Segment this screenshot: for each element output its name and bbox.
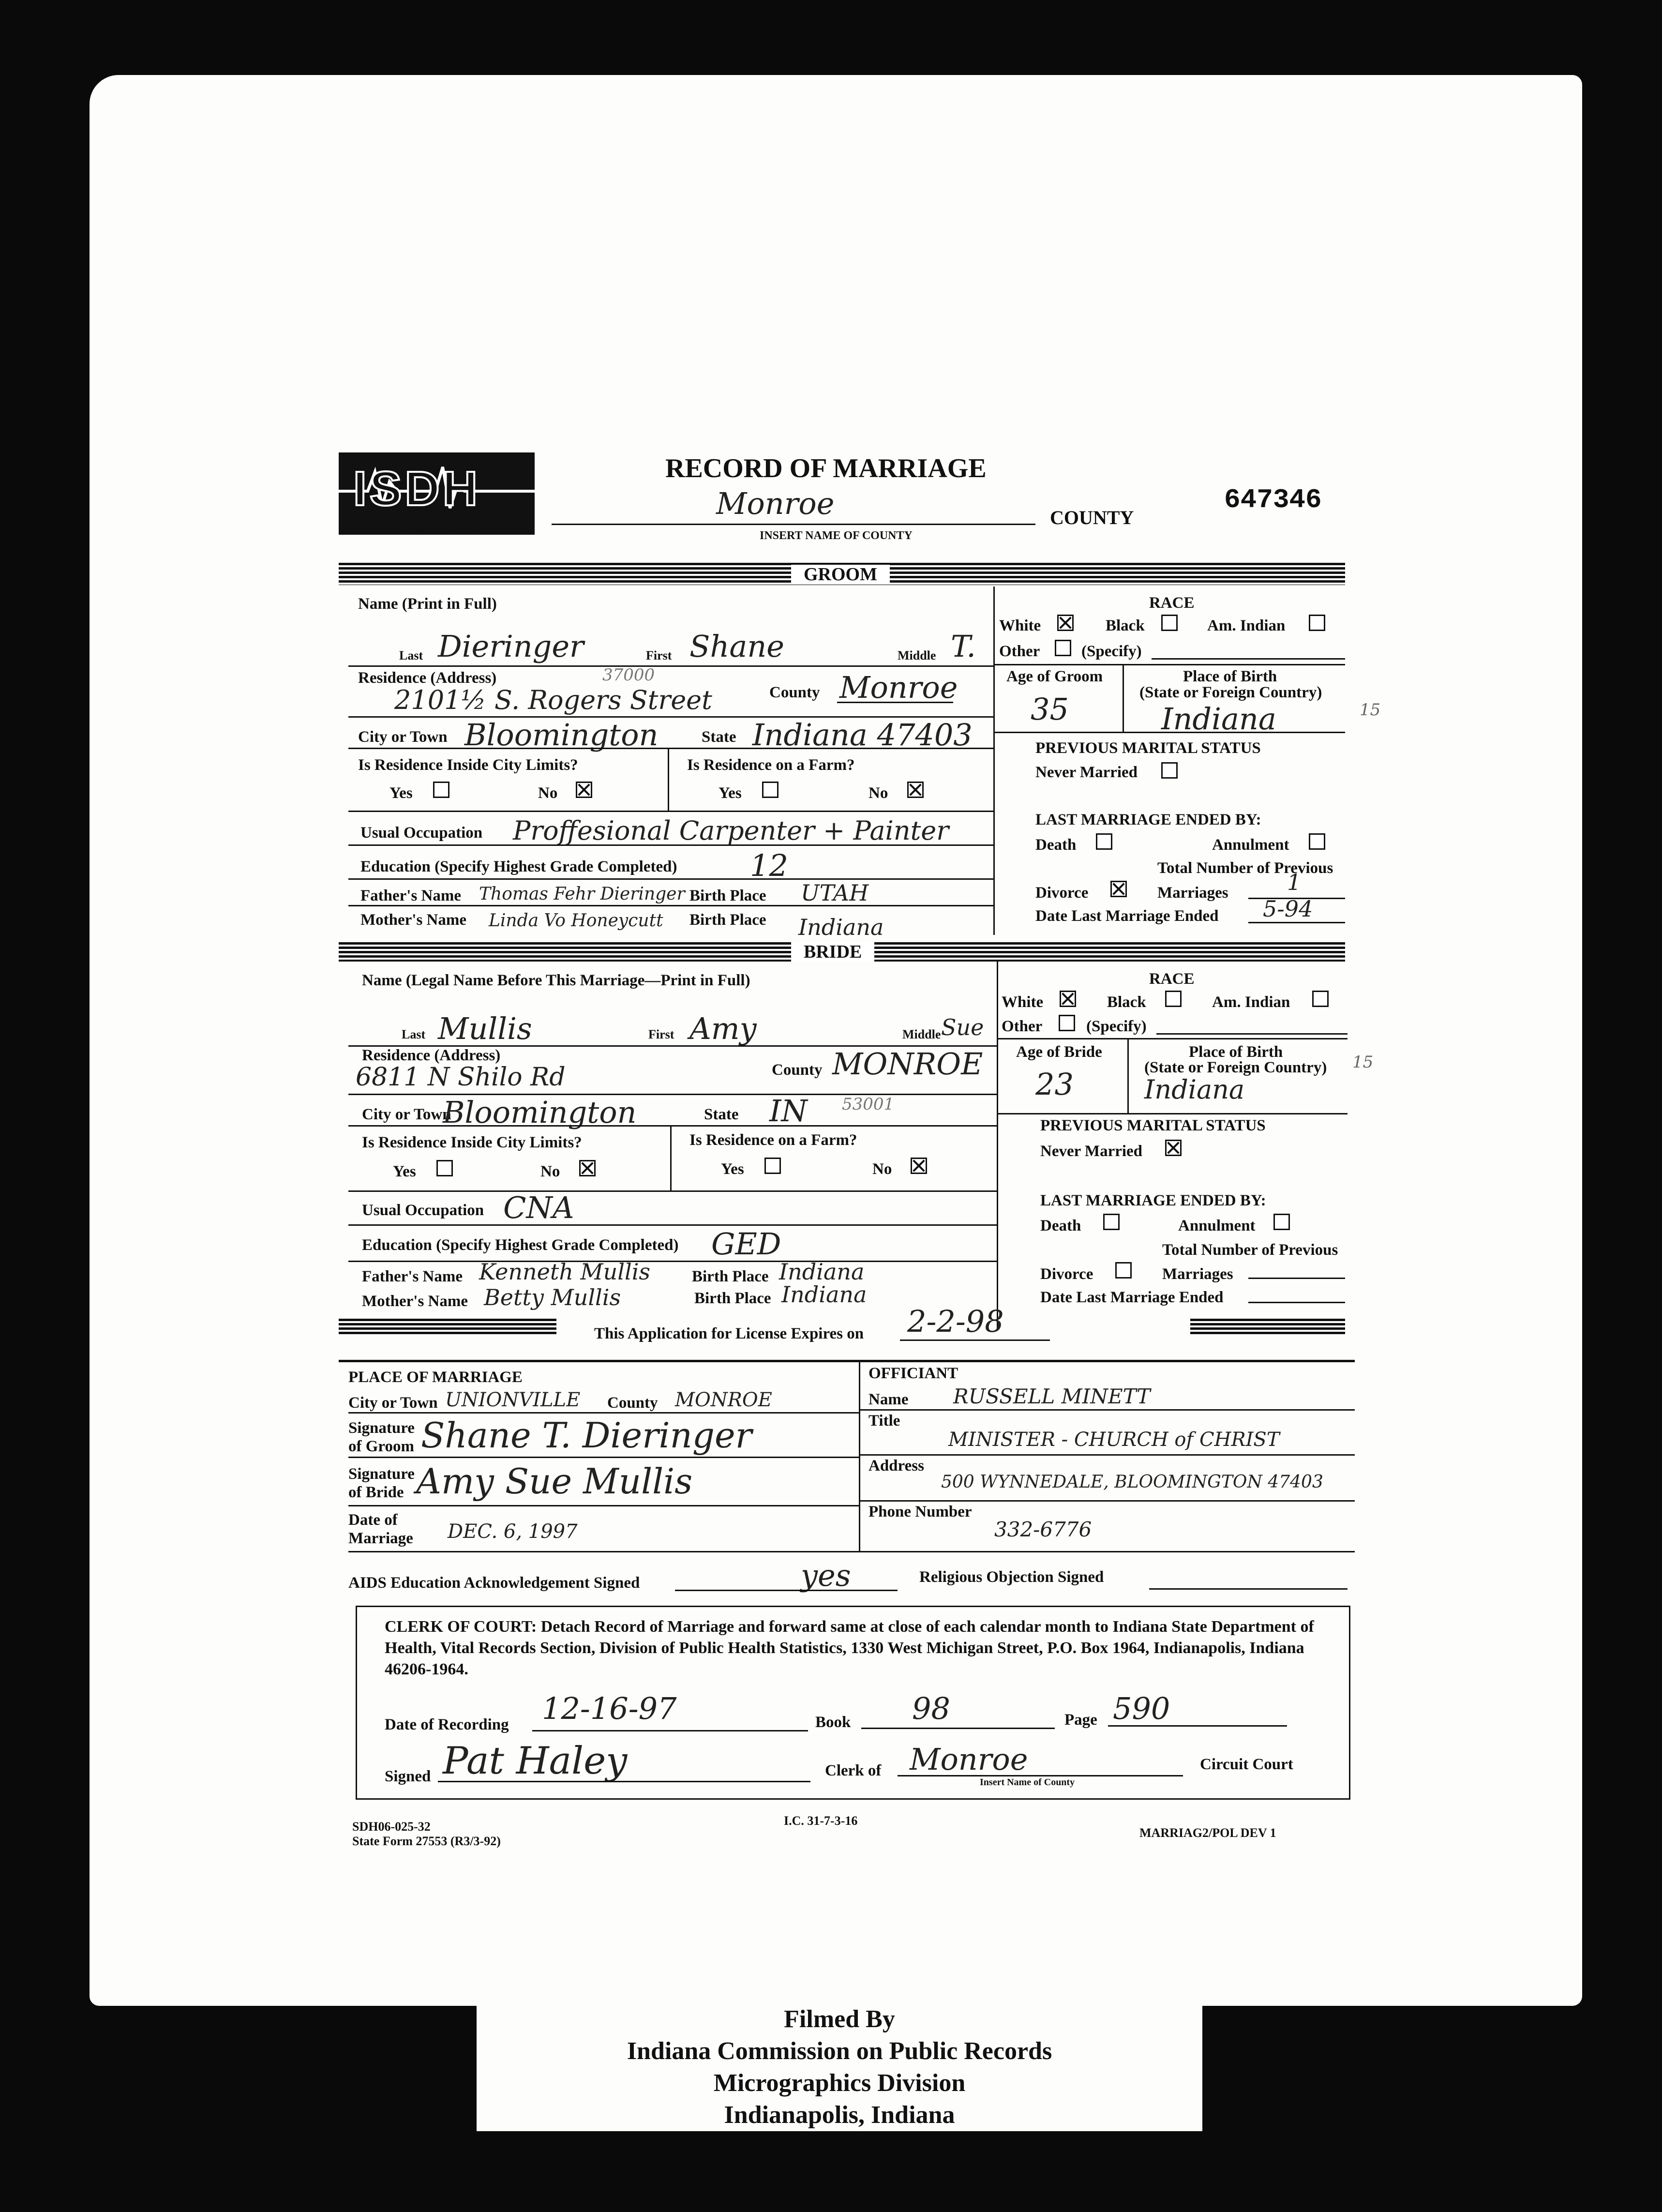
bride-father-bp-label: Birth Place: [692, 1268, 769, 1285]
form-id-2: State Form 27553 (R3/3-92): [352, 1834, 501, 1848]
groom-state-label: State: [702, 728, 736, 746]
sig-bride-label-1: Signature: [348, 1465, 415, 1483]
groom-county-label: County: [769, 684, 820, 701]
groom-inside-limits-label: Is Residence Inside City Limits?: [358, 756, 578, 774]
bride-county-label: County: [772, 1061, 823, 1079]
bride-limits-yes-label: Yes: [393, 1163, 416, 1180]
groom-white-label: White: [999, 617, 1041, 634]
officiant-title-label: Title: [868, 1412, 900, 1430]
groom-last-label: Last: [399, 648, 423, 662]
bride-other-checkbox[interactable]: [1059, 1015, 1075, 1031]
bride-city-value: Bloomington: [443, 1095, 637, 1130]
bride-amindian-label: Am. Indian: [1212, 993, 1290, 1011]
groom-death-label: Death: [1035, 836, 1077, 854]
groom-mother-label: Mother's Name: [360, 911, 467, 929]
groom-pob-note: 15: [1360, 700, 1381, 720]
officiant-address-value: 500 WYNNEDALE, BLOOMINGTON 47403: [941, 1472, 1323, 1492]
officiant-label: OFFICIANT: [868, 1365, 958, 1382]
bride-farm-yes-label: Yes: [721, 1160, 744, 1178]
filmed-line-1: Filmed By: [784, 2005, 895, 2033]
recording-date-label: Date of Recording: [385, 1716, 509, 1733]
bride-county-value: MONROE: [832, 1046, 983, 1082]
groom-state-value: Indiana 47403: [752, 717, 973, 752]
bride-prev-status-label: PREVIOUS MARITAL STATUS: [1040, 1117, 1266, 1134]
logo-text: ISDH: [353, 462, 480, 516]
groom-annulment-checkbox[interactable]: [1309, 833, 1325, 850]
bride-state-label: State: [704, 1106, 739, 1123]
aids-value: yes: [801, 1558, 851, 1593]
groom-date-last-label: Date Last Marriage Ended: [1035, 907, 1219, 925]
isdh-logo: [339, 452, 535, 535]
bride-last-label: Last: [402, 1027, 426, 1041]
groom-middle-label: Middle: [898, 648, 936, 662]
filmed-line-2: Indiana Commission on Public Records: [627, 2037, 1052, 2065]
bride-farm-no-checkbox[interactable]: [911, 1158, 927, 1174]
bride-divorce-label: Divorce: [1040, 1265, 1093, 1283]
place-county-value: MONROE: [675, 1389, 772, 1411]
bride-pob-sub: (State or Foreign Country): [1144, 1059, 1327, 1076]
officiant-name-value: RUSSELL MINETT: [953, 1384, 1151, 1408]
page-label: Page: [1064, 1711, 1097, 1729]
bride-farm-yes-checkbox[interactable]: [764, 1158, 781, 1174]
form-id-1: SDH06-025-32: [352, 1820, 431, 1834]
bride-age-label: Age of Bride: [1016, 1043, 1102, 1061]
groom-limits-no-label: No: [538, 784, 558, 802]
logo-subtext: INDIANA STATE DEPARTMENT OF HEALTH: [339, 528, 481, 535]
groom-other-checkbox[interactable]: [1055, 640, 1071, 656]
groom-middle-value: T.: [951, 629, 976, 664]
groom-amindian-label: Am. Indian: [1207, 617, 1286, 634]
groom-farm-yes-label: Yes: [719, 784, 742, 802]
signed-value: Pat Haley: [443, 1739, 628, 1783]
bride-occupation-value: CNA: [503, 1190, 574, 1225]
bride-black-label: Black: [1107, 993, 1146, 1011]
groom-father-bp-value: UTAH: [801, 880, 869, 906]
groom-mother-bp-value: Indiana: [798, 914, 884, 940]
groom-mother-value: Linda Vo Honeycutt: [489, 911, 663, 931]
bride-expires-label: This Application for License Expires on: [594, 1325, 864, 1342]
bride-state-note: 53001: [842, 1095, 895, 1114]
divider-stripes-left: [339, 1319, 556, 1336]
sig-bride-label-2: of Bride: [348, 1484, 404, 1501]
bride-divorce-checkbox[interactable]: [1115, 1262, 1132, 1279]
groom-age-value: 35: [1031, 692, 1069, 727]
bride-section-band: [339, 942, 1345, 962]
bride-first-label: First: [648, 1027, 674, 1041]
groom-mother-bp-label: Birth Place: [689, 911, 766, 929]
officiant-name-label: Name: [868, 1391, 909, 1408]
bride-city-label: City or Town: [362, 1106, 451, 1123]
groom-city-value: Bloomington: [464, 717, 659, 752]
bride-mother-label: Mother's Name: [362, 1293, 468, 1310]
groom-prev-status-label: PREVIOUS MARITAL STATUS: [1035, 739, 1261, 757]
county-value: Monroe: [716, 486, 835, 521]
groom-first-label: First: [646, 648, 672, 662]
groom-father-value: Thomas Fehr Dieringer: [479, 884, 685, 904]
insert-county-caption: Insert Name of County: [980, 1777, 1075, 1788]
bride-white-label: White: [1002, 993, 1044, 1011]
divider-stripes-right: [1190, 1319, 1345, 1336]
groom-farm-label: Is Residence on a Farm?: [687, 756, 855, 774]
groom-divorce-checkbox[interactable]: [1110, 881, 1127, 897]
sig-groom-label-1: Signature: [348, 1419, 415, 1437]
bride-death-checkbox[interactable]: [1103, 1214, 1120, 1230]
county-label: COUNTY: [1050, 507, 1134, 528]
marriage-date-label-1: Date of: [348, 1511, 398, 1529]
bride-other-label: Other: [1002, 1018, 1043, 1035]
bride-total-prev-label: Total Number of Previous: [1162, 1241, 1338, 1259]
bride-black-checkbox[interactable]: [1165, 991, 1182, 1007]
groom-residence-note: 37000: [602, 665, 655, 685]
bride-amindian-checkbox[interactable]: [1312, 991, 1329, 1007]
groom-section-label: GROOM: [791, 565, 890, 584]
bride-first-value: Amy: [689, 1011, 757, 1046]
groom-other-label: Other: [999, 643, 1040, 660]
groom-date-last-value: 5-94: [1263, 896, 1313, 922]
book-label: Book: [815, 1714, 851, 1731]
groom-specify-label: (Specify): [1081, 643, 1142, 660]
groom-marriages-label: Marriages: [1157, 884, 1228, 902]
groom-white-checkbox[interactable]: [1057, 615, 1074, 631]
groom-education-value: 12: [750, 848, 788, 883]
groom-residence-value: 2101½ S. Rogers Street: [394, 685, 712, 715]
groom-farm-yes-checkbox[interactable]: [762, 782, 779, 798]
place-label: PLACE OF MARRIAGE: [348, 1369, 523, 1386]
bride-mother-bp-value: Indiana: [781, 1281, 867, 1308]
groom-pob-sub: (State or Foreign Country): [1139, 684, 1322, 701]
groom-black-label: Black: [1106, 617, 1145, 634]
bride-mother-value: Betty Mullis: [484, 1284, 621, 1310]
page-value: 590: [1113, 1691, 1170, 1726]
bride-father-label: Father's Name: [362, 1268, 463, 1285]
bride-white-checkbox[interactable]: [1060, 991, 1076, 1007]
bride-education-value: GED: [711, 1226, 781, 1262]
bride-residence-value: 6811 N Shilo Rd: [356, 1063, 566, 1092]
bride-marriages-label: Marriages: [1162, 1265, 1233, 1283]
bride-limits-no-label: No: [540, 1163, 560, 1180]
bride-annulment-label: Annulment: [1178, 1217, 1256, 1234]
bride-never-married-checkbox[interactable]: [1165, 1140, 1182, 1156]
sig-groom-value: Shane T. Dieringer: [421, 1415, 752, 1456]
clerk-of-value: Monroe: [910, 1742, 1028, 1777]
groom-city-label: City or Town: [358, 728, 448, 746]
bride-race-label: RACE: [1149, 970, 1195, 988]
groom-education-label: Education (Specify Highest Grade Completed): [360, 858, 677, 875]
book-value: 98: [912, 1691, 950, 1726]
groom-amindian-checkbox[interactable]: [1309, 615, 1325, 631]
bride-death-label: Death: [1040, 1217, 1081, 1234]
place-county-label: County: [607, 1394, 658, 1412]
bride-age-value: 23: [1035, 1067, 1074, 1102]
groom-last-value: Dieringer: [438, 629, 584, 664]
signed-label: Signed: [385, 1768, 431, 1785]
religious-objection-label: Religious Objection Signed: [919, 1568, 1104, 1586]
county-caption: INSERT NAME OF COUNTY: [760, 529, 913, 542]
bride-education-label: Education (Specify Highest Grade Completed): [362, 1236, 679, 1254]
filmed-line-3: Micrographics Division: [713, 2069, 966, 2097]
sig-bride-value: Amy Sue Mullis: [416, 1461, 693, 1502]
bride-date-last-label: Date Last Marriage Ended: [1040, 1289, 1224, 1306]
officiant-phone-label: Phone Number: [868, 1503, 972, 1520]
circuit-court-label: Circuit Court: [1200, 1756, 1293, 1773]
groom-annulment-label: Annulment: [1212, 836, 1289, 854]
bride-name-label: Name (Legal Name Before This Marriage—Print in Full): [362, 972, 750, 989]
record-number: 647346: [1224, 484, 1322, 515]
groom-occupation-value: Proffesional Carpenter + Painter: [513, 815, 949, 846]
bride-pob-label: Place of Birth: [1189, 1043, 1283, 1061]
bride-limits-yes-checkbox[interactable]: [436, 1160, 453, 1176]
bride-state-value: IN: [769, 1093, 808, 1129]
bride-middle-value: Sue: [941, 1014, 984, 1040]
groom-father-bp-label: Birth Place: [689, 887, 766, 904]
groom-last-ended-label: LAST MARRIAGE ENDED BY:: [1035, 811, 1261, 828]
ic-code: I.C. 31-7-3-16: [784, 1814, 858, 1828]
bride-specify-label: (Specify): [1086, 1018, 1147, 1035]
filmed-by-block: [477, 2003, 1202, 2131]
groom-never-married-label: Never Married: [1035, 764, 1138, 781]
groom-farm-no-checkbox[interactable]: [907, 782, 924, 798]
groom-black-checkbox[interactable]: [1161, 615, 1178, 631]
bride-limits-no-checkbox[interactable]: [579, 1160, 596, 1176]
groom-total-prev-label: Total Number of Previous: [1157, 859, 1333, 877]
aids-label: AIDS Education Acknowledgement Signed: [348, 1574, 640, 1592]
groom-section-band: [339, 563, 1345, 585]
bride-farm-no-label: No: [872, 1160, 892, 1178]
groom-limits-yes-label: Yes: [389, 784, 413, 802]
bride-farm-label: Is Residence on a Farm?: [689, 1131, 857, 1149]
bride-mother-bp-label: Birth Place: [694, 1290, 771, 1307]
groom-age-label: Age of Groom: [1006, 668, 1103, 685]
groom-never-married-checkbox[interactable]: [1161, 762, 1178, 779]
officiant-title-value: MINISTER - CHURCH of CHRIST: [948, 1429, 1280, 1451]
bride-pob-value: Indiana: [1144, 1074, 1245, 1105]
marriage-date-value: DEC. 6, 1997: [448, 1520, 578, 1543]
groom-first-value: Shane: [689, 629, 784, 664]
groom-death-checkbox[interactable]: [1096, 833, 1112, 850]
bride-occupation-label: Usual Occupation: [362, 1202, 484, 1219]
groom-residence-label: Residence (Address): [358, 669, 497, 687]
bride-inside-limits-label: Is Residence Inside City Limits?: [362, 1134, 582, 1151]
recording-date-value: 12-16-97: [542, 1691, 677, 1726]
groom-father-label: Father's Name: [360, 887, 462, 904]
officiant-phone-value: 332-6776: [994, 1518, 1092, 1541]
bride-residence-label: Residence (Address): [362, 1047, 501, 1064]
bride-section-label: BRIDE: [791, 942, 874, 962]
bride-never-married-label: Never Married: [1040, 1143, 1143, 1160]
dev-code: MARRIAG2/POL DEV 1: [1139, 1826, 1276, 1840]
filmed-line-4: Indianapolis, Indiana: [724, 2101, 955, 2129]
clerk-of-label: Clerk of: [825, 1762, 882, 1779]
clerk-instructions: CLERK OF COURT: Detach Record of Marriage and forward same at close of each calendar month to Indiana State Department of Health, Vital Records Section, Division of Public Health Statistics, 1330 West Michigan Street, P.O. Box 1964, Indianapolis, Indiana 46206-1964.: [385, 1618, 1314, 1678]
groom-pob-value: Indiana: [1161, 701, 1276, 737]
document-title: RECORD OF MARRIAGE: [665, 453, 987, 483]
sig-groom-label-2: of Groom: [348, 1438, 414, 1455]
groom-pob-label: Place of Birth: [1183, 668, 1277, 685]
bride-father-bp-value: Indiana: [779, 1259, 865, 1285]
bride-annulment-checkbox[interactable]: [1273, 1214, 1290, 1230]
groom-divorce-label: Divorce: [1035, 884, 1089, 902]
groom-county-value: Monroe: [839, 670, 958, 705]
place-city-value: UNIONVILLE: [445, 1389, 581, 1411]
groom-limits-no-checkbox[interactable]: [576, 782, 592, 798]
bride-father-value: Kenneth Mullis: [479, 1259, 651, 1285]
place-city-label: City or Town: [348, 1394, 438, 1412]
bride-expires-value: 2-2-98: [907, 1304, 1004, 1339]
groom-race-label: RACE: [1149, 594, 1195, 612]
groom-limits-yes-checkbox[interactable]: [433, 782, 449, 798]
bride-last-value: Mullis: [438, 1011, 532, 1046]
groom-occupation-label: Usual Occupation: [360, 824, 483, 842]
groom-marriages-value: 1: [1287, 869, 1302, 895]
bride-pob-note: 15: [1352, 1053, 1374, 1072]
groom-name-label: Name (Print in Full): [358, 595, 497, 613]
marriage-date-label-2: Marriage: [348, 1530, 413, 1547]
groom-farm-no-label: No: [868, 784, 888, 802]
bride-last-ended-label: LAST MARRIAGE ENDED BY:: [1040, 1192, 1266, 1209]
officiant-address-label: Address: [868, 1457, 924, 1475]
bride-middle-label: Middle: [902, 1027, 941, 1041]
